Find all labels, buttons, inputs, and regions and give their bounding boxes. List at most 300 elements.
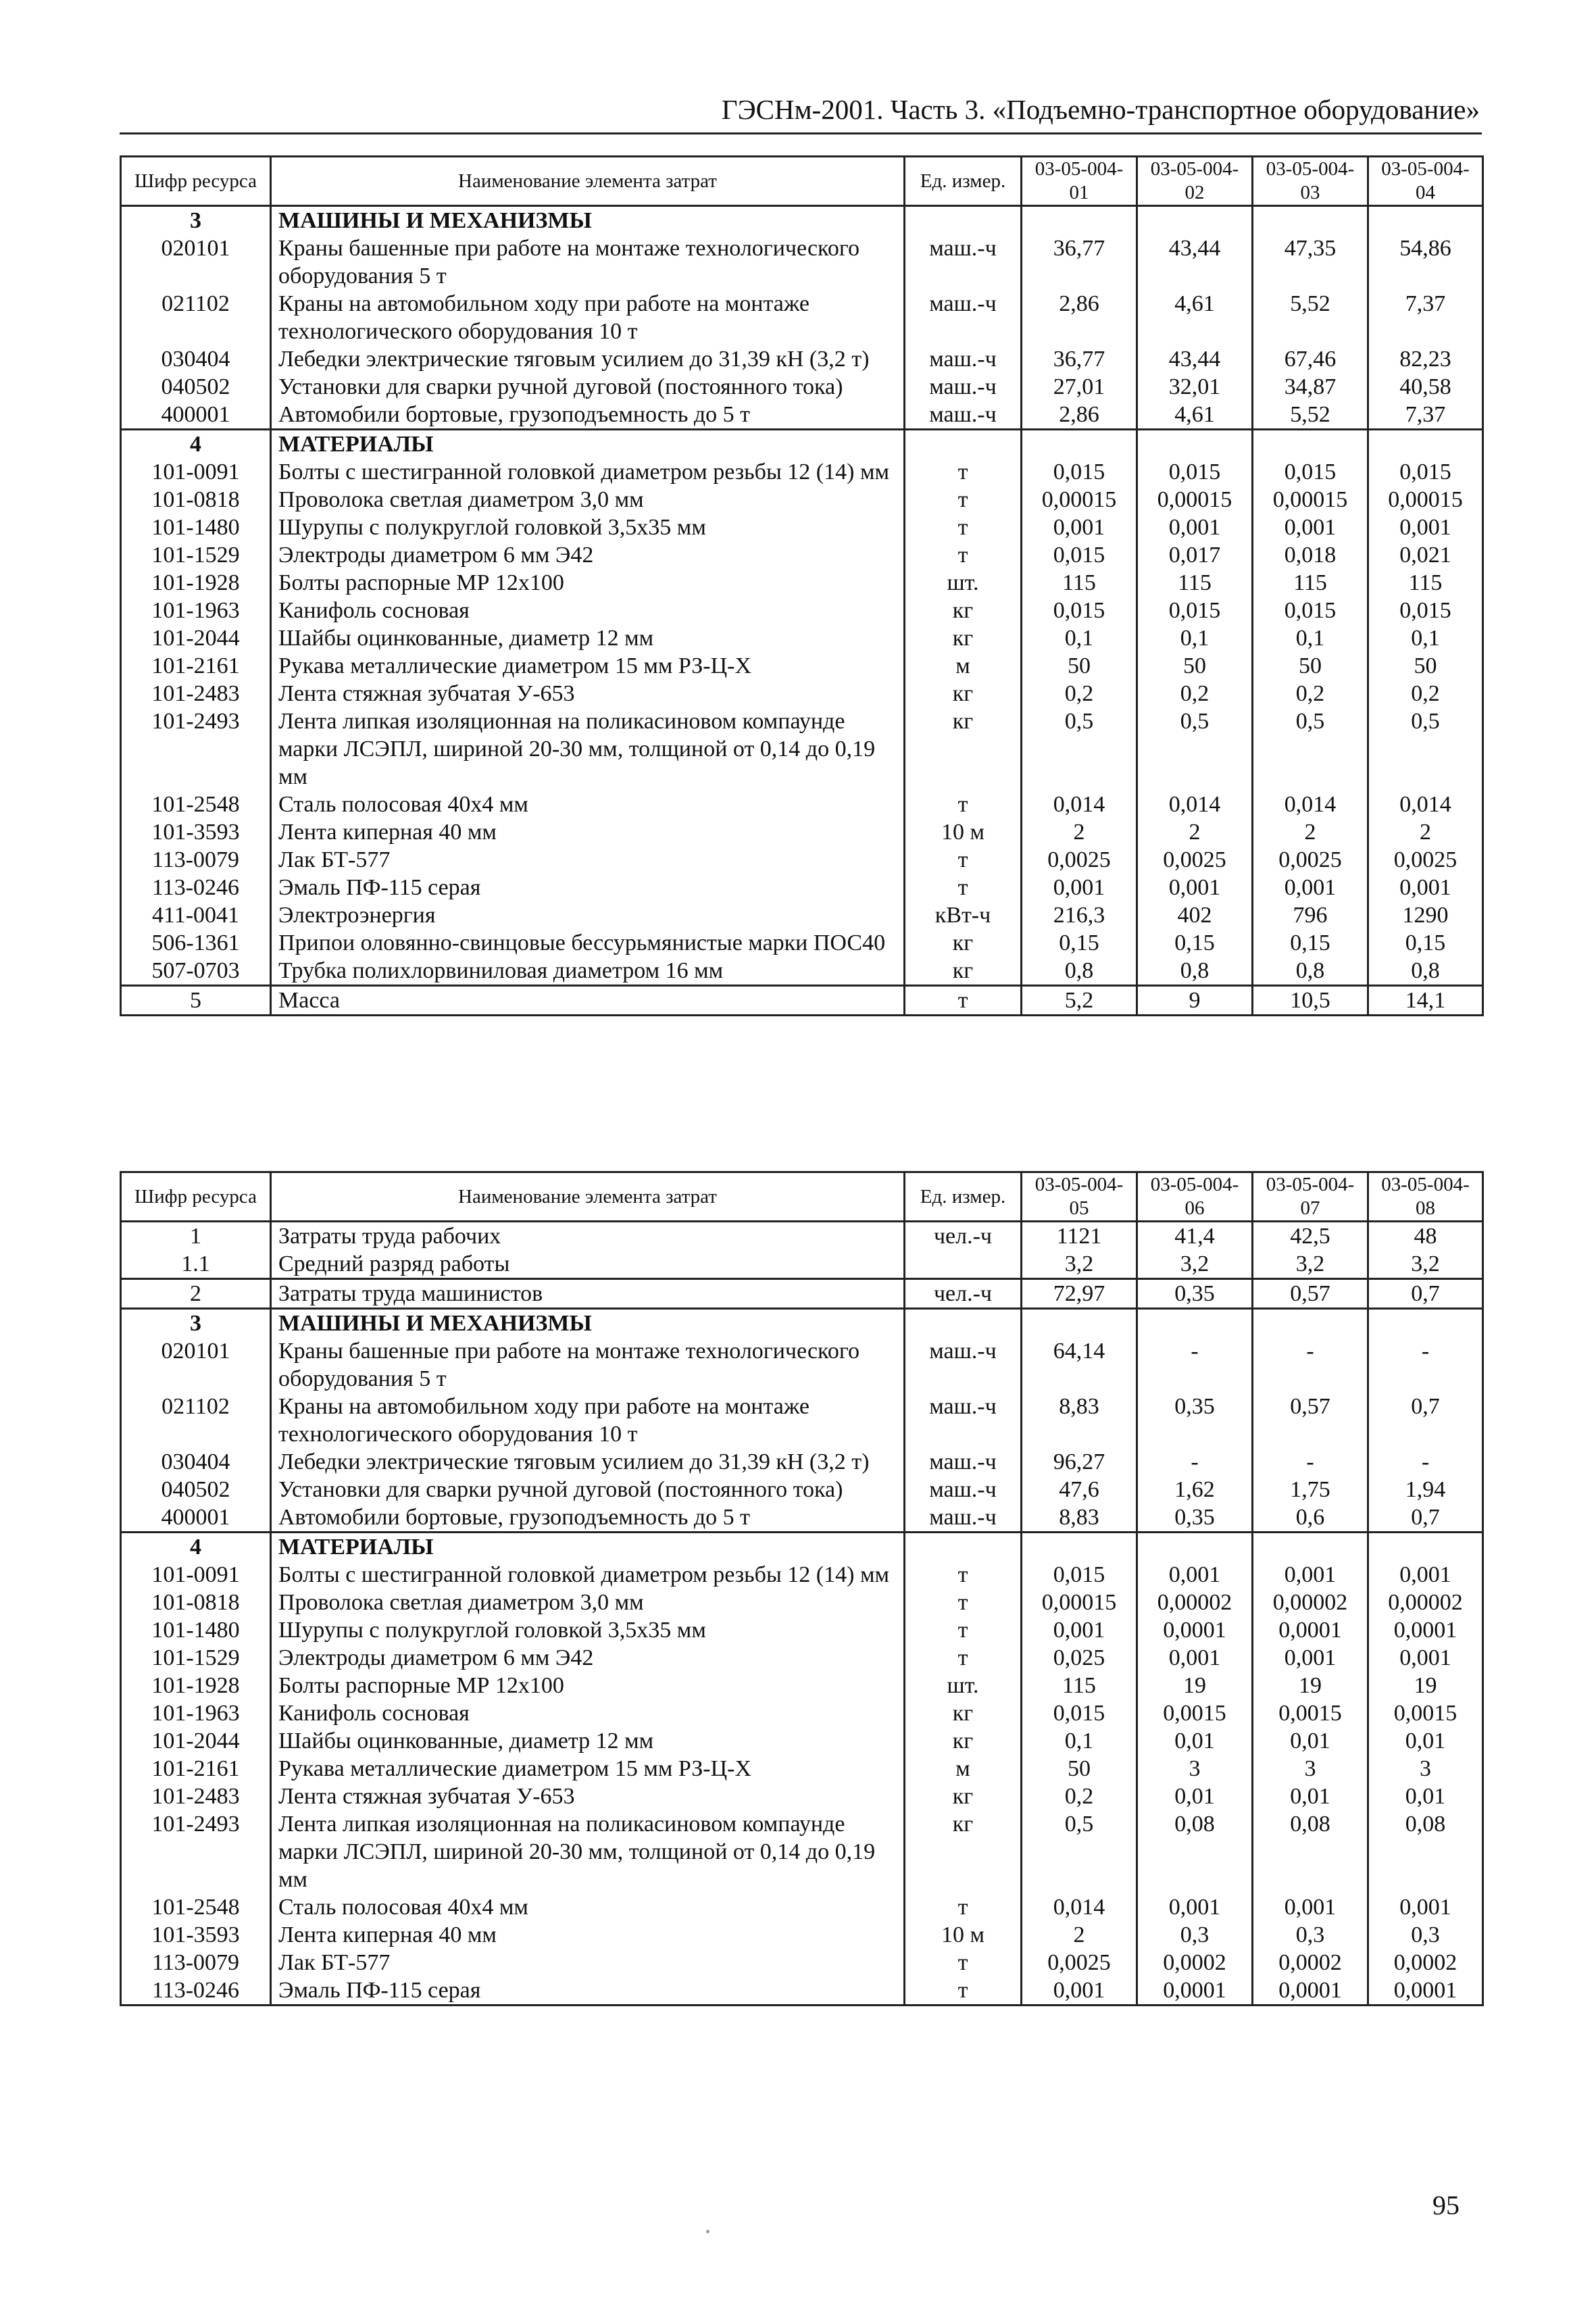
cost-element-name-cell: Лента киперная 40 мм	[271, 818, 905, 846]
value-cell-col-4: 2	[1368, 818, 1483, 846]
unit-cell: кг	[905, 957, 1022, 986]
value-cell-col-1: 115	[1022, 1672, 1137, 1699]
resource-code-cell: 101-2483	[121, 1783, 271, 1810]
cost-element-name-cell: Лента стяжная зубчатая У-653	[271, 680, 905, 707]
value-cell-col-4: 82,23	[1368, 345, 1483, 373]
resource-code-cell: 4	[121, 1533, 271, 1562]
value-cell-col-2: 0,15	[1137, 929, 1253, 957]
value-cell-col-3: 34,87	[1253, 373, 1368, 401]
value-cell-col-3: 0,0025	[1253, 846, 1368, 874]
cost-element-name-cell: Краны на автомобильном ходу при работе на монтаже технологического оборудования 10 т	[271, 1393, 905, 1448]
value-cell-col-2: 0,35	[1137, 1393, 1253, 1448]
value-cell-col-4: 0,01	[1368, 1727, 1483, 1755]
table-row	[121, 1250, 1483, 1279]
table-row	[121, 458, 1483, 486]
header-col-2: 03-05-004-02	[1137, 157, 1253, 206]
table-row	[121, 1949, 1483, 1976]
value-cell-col-4: 3,2	[1368, 1250, 1483, 1279]
cost-element-name-cell: Электроды диаметром 6 мм Э42	[271, 541, 905, 569]
unit-cell	[905, 1309, 1022, 1338]
value-cell-col-4: 0,001	[1368, 514, 1483, 541]
value-cell-col-4: 0,0001	[1368, 1976, 1483, 2006]
table-row	[121, 486, 1483, 514]
resource-code-cell: 101-0818	[121, 486, 271, 514]
value-cell-col-4	[1368, 1309, 1483, 1338]
resource-code-cell: 113-0246	[121, 1976, 271, 2006]
unit-cell: т	[905, 1949, 1022, 1976]
norms-table-1	[120, 155, 1484, 1016]
value-cell-col-1: 0,001	[1022, 1616, 1137, 1644]
value-cell-col-4: 0,5	[1368, 707, 1483, 791]
value-cell-col-3: 5,52	[1253, 401, 1368, 430]
value-cell-col-2: 0,0001	[1137, 1976, 1253, 2006]
value-cell-col-1: 0,025	[1022, 1644, 1137, 1672]
cost-element-name-cell: Электроэнергия	[271, 901, 905, 929]
value-cell-col-1: 0,014	[1022, 1893, 1137, 1921]
value-cell-col-3: 0,15	[1253, 929, 1368, 957]
value-cell-col-3: 0,001	[1253, 1893, 1368, 1921]
value-cell-col-4	[1368, 1533, 1483, 1562]
value-cell-col-1: 0,015	[1022, 458, 1137, 486]
value-cell-col-1: 0,001	[1022, 874, 1137, 901]
table-row	[121, 290, 1483, 345]
cost-element-name-cell: Шайбы оцинкованные, диаметр 12 мм	[271, 624, 905, 652]
cost-element-name-cell: МАТЕРИАЛЫ	[271, 430, 905, 459]
unit-cell	[905, 1533, 1022, 1562]
value-cell-col-2: 9	[1137, 986, 1253, 1016]
value-cell-col-1: 0,5	[1022, 707, 1137, 791]
table-body	[121, 206, 1483, 1016]
value-cell-col-1: 2,86	[1022, 290, 1137, 345]
unit-cell: шт.	[905, 569, 1022, 597]
value-cell-col-3: 42,5	[1253, 1222, 1368, 1251]
cost-element-name-cell: Эмаль ПФ-115 серая	[271, 1976, 905, 2006]
unit-cell	[905, 206, 1022, 235]
unit-cell: маш.-ч	[905, 1393, 1022, 1448]
value-cell-col-3: 0,8	[1253, 957, 1368, 986]
value-cell-col-3: 0,001	[1253, 1561, 1368, 1589]
value-cell-col-2: 4,61	[1137, 401, 1253, 430]
unit-cell: маш.-ч	[905, 1503, 1022, 1533]
table-row	[121, 929, 1483, 957]
cost-element-name-cell: Установки для сварки ручной дуговой (постоянного тока)	[271, 373, 905, 401]
value-cell-col-1: 0,5	[1022, 1810, 1137, 1893]
unit-cell: кг	[905, 929, 1022, 957]
unit-cell: т	[905, 514, 1022, 541]
table-row	[121, 1337, 1483, 1393]
value-cell-col-2: 0,017	[1137, 541, 1253, 569]
cost-element-name-cell: Канифоль сосновая	[271, 597, 905, 624]
value-cell-col-3: 0,57	[1253, 1279, 1368, 1309]
resource-code-cell: 101-2161	[121, 652, 271, 680]
value-cell-col-3: 796	[1253, 901, 1368, 929]
unit-cell: маш.-ч	[905, 1476, 1022, 1503]
header-col-1: 03-05-004-05	[1022, 1172, 1137, 1222]
cost-element-name-cell: Автомобили бортовые, грузоподъемность до 5 т	[271, 1503, 905, 1533]
value-cell-col-1: 1121	[1022, 1222, 1137, 1251]
value-cell-col-1: 47,6	[1022, 1476, 1137, 1503]
resource-code-cell: 021102	[121, 1393, 271, 1448]
value-cell-col-1: 64,14	[1022, 1337, 1137, 1393]
table-row	[121, 1476, 1483, 1503]
value-cell-col-3: 47,35	[1253, 234, 1368, 290]
cost-element-name-cell: Болты распорные МР 12x100	[271, 1672, 905, 1699]
value-cell-col-1: 2	[1022, 1921, 1137, 1949]
resource-code-cell: 101-2044	[121, 624, 271, 652]
header-name: Наименование элемента затрат	[271, 157, 905, 206]
section-row	[121, 1533, 1483, 1562]
value-cell-col-4: 0,001	[1368, 1644, 1483, 1672]
resource-code-cell: 040502	[121, 1476, 271, 1503]
unit-cell: м	[905, 652, 1022, 680]
value-cell-col-4: 0,01	[1368, 1783, 1483, 1810]
cost-element-name-cell: Краны на автомобильном ходу при работе на монтаже технологического оборудования 10 т	[271, 290, 905, 345]
resource-code-cell: 101-1480	[121, 514, 271, 541]
header-col-4: 03-05-004-08	[1368, 1172, 1483, 1222]
value-cell-col-4: 0,7	[1368, 1503, 1483, 1533]
unit-cell	[905, 1250, 1022, 1279]
unit-cell: маш.-ч	[905, 1448, 1022, 1476]
unit-cell: маш.-ч	[905, 234, 1022, 290]
unit-cell: т	[905, 1644, 1022, 1672]
running-header: ГЭСНм-2001. Часть 3. «Подъемно-транспортное оборудование»	[721, 94, 1480, 125]
cost-element-name-cell: Рукава металлические диаметром 15 мм РЗ-Ц-Х	[271, 652, 905, 680]
value-cell-col-4: 0,7	[1368, 1279, 1483, 1309]
value-cell-col-1: 0,015	[1022, 1699, 1137, 1727]
value-cell-col-3: 2	[1253, 818, 1368, 846]
value-cell-col-2: 0,0002	[1137, 1949, 1253, 1976]
table-row	[121, 1783, 1483, 1810]
unit-cell: кг	[905, 1810, 1022, 1893]
value-cell-col-3: 1,75	[1253, 1476, 1368, 1503]
norms-table-2	[120, 1171, 1484, 2006]
resource-code-cell: 400001	[121, 401, 271, 430]
value-cell-col-2: 2	[1137, 818, 1253, 846]
cost-element-name-cell: Затраты труда машинистов	[271, 1279, 905, 1309]
value-cell-col-2: 3,2	[1137, 1250, 1253, 1279]
value-cell-col-2: 0,01	[1137, 1783, 1253, 1810]
resource-code-cell: 3	[121, 206, 271, 235]
resource-code-cell: 101-1928	[121, 569, 271, 597]
table-row	[121, 1448, 1483, 1476]
value-cell-col-1: 36,77	[1022, 345, 1137, 373]
value-cell-col-4: 0,00002	[1368, 1589, 1483, 1616]
table-header-row	[121, 157, 1483, 206]
resource-code-cell: 020101	[121, 234, 271, 290]
resource-code-cell: 113-0079	[121, 846, 271, 874]
table-row	[121, 514, 1483, 541]
cost-element-name-cell: Лак БТ-577	[271, 1949, 905, 1976]
value-cell-col-3: 10,5	[1253, 986, 1368, 1016]
table-row	[121, 986, 1483, 1016]
value-cell-col-1: 8,83	[1022, 1503, 1137, 1533]
header-col-2: 03-05-004-06	[1137, 1172, 1253, 1222]
cost-element-name-cell: Лебедки электрические тяговым усилием до 31,39 кН (3,2 т)	[271, 1448, 905, 1476]
table-row	[121, 1393, 1483, 1448]
value-cell-col-3: 0,0001	[1253, 1616, 1368, 1644]
value-cell-col-2: 0,1	[1137, 624, 1253, 652]
unit-cell: маш.-ч	[905, 290, 1022, 345]
value-cell-col-1: 0,00015	[1022, 1589, 1137, 1616]
cost-element-name-cell: Лента киперная 40 мм	[271, 1921, 905, 1949]
unit-cell: маш.-ч	[905, 373, 1022, 401]
value-cell-col-4: 0,0002	[1368, 1949, 1483, 1976]
unit-cell: т	[905, 1893, 1022, 1921]
unit-cell: т	[905, 1616, 1022, 1644]
value-cell-col-2: 0,00015	[1137, 486, 1253, 514]
value-cell-col-2: 0,001	[1137, 1561, 1253, 1589]
resource-code-cell: 101-2493	[121, 1810, 271, 1893]
value-cell-col-1: 0,1	[1022, 624, 1137, 652]
table-row	[121, 1893, 1483, 1921]
value-cell-col-4: 14,1	[1368, 986, 1483, 1016]
value-cell-col-1: 0,1	[1022, 1727, 1137, 1755]
value-cell-col-2: 0,001	[1137, 514, 1253, 541]
table-header-row	[121, 1172, 1483, 1222]
value-cell-col-3: 0,2	[1253, 680, 1368, 707]
table-row	[121, 345, 1483, 373]
value-cell-col-4: 0,3	[1368, 1921, 1483, 1949]
value-cell-col-1: 5,2	[1022, 986, 1137, 1016]
unit-cell: чел.-ч	[905, 1222, 1022, 1251]
table-row	[121, 234, 1483, 290]
page-number: 95	[1432, 2190, 1460, 2220]
resource-code-cell: 1.1	[121, 1250, 271, 1279]
table-row	[121, 1810, 1483, 1893]
scan-speck	[706, 2230, 709, 2233]
value-cell-col-4: 0,001	[1368, 1561, 1483, 1589]
table-row	[121, 791, 1483, 818]
value-cell-col-2: 43,44	[1137, 234, 1253, 290]
value-cell-col-2: 0,015	[1137, 458, 1253, 486]
value-cell-col-1: 0,014	[1022, 791, 1137, 818]
cost-element-name-cell: Электроды диаметром 6 мм Э42	[271, 1644, 905, 1672]
resource-code-cell: 101-1963	[121, 1699, 271, 1727]
cost-element-name-cell: Сталь полосовая 40x4 мм	[271, 1893, 905, 1921]
value-cell-col-3: 0,015	[1253, 597, 1368, 624]
resource-code-cell: 101-2161	[121, 1755, 271, 1783]
value-cell-col-3: 0,57	[1253, 1393, 1368, 1448]
value-cell-col-4: 0,0025	[1368, 846, 1483, 874]
value-cell-col-3: -	[1253, 1448, 1368, 1476]
value-cell-col-1: 36,77	[1022, 234, 1137, 290]
value-cell-col-4: 0,08	[1368, 1810, 1483, 1893]
value-cell-col-4: 19	[1368, 1672, 1483, 1699]
table-row	[121, 1503, 1483, 1533]
value-cell-col-1: 0,001	[1022, 514, 1137, 541]
value-cell-col-3: 19	[1253, 1672, 1368, 1699]
resource-code-cell: 1	[121, 1222, 271, 1251]
cost-element-name-cell: Проволока светлая диаметром 3,0 мм	[271, 486, 905, 514]
value-cell-col-4: 0,015	[1368, 597, 1483, 624]
cost-element-name-cell: Канифоль сосновая	[271, 1699, 905, 1727]
unit-cell: маш.-ч	[905, 345, 1022, 373]
cost-element-name-cell: Краны башенные при работе на монтаже технологического оборудования 5 т	[271, 1337, 905, 1393]
value-cell-col-1: 50	[1022, 652, 1137, 680]
value-cell-col-2: -	[1137, 1448, 1253, 1476]
value-cell-col-3: 0,5	[1253, 707, 1368, 791]
cost-element-name-cell: Шурупы с полукруглой головкой 3,5x35 мм	[271, 1616, 905, 1644]
cost-element-name-cell: Сталь полосовая 40x4 мм	[271, 791, 905, 818]
value-cell-col-2: 115	[1137, 569, 1253, 597]
value-cell-col-1: 0,00015	[1022, 486, 1137, 514]
value-cell-col-2	[1137, 430, 1253, 459]
value-cell-col-3: 0,00002	[1253, 1589, 1368, 1616]
cost-element-name-cell: Шайбы оцинкованные, диаметр 12 мм	[271, 1727, 905, 1755]
resource-code-cell: 506-1361	[121, 929, 271, 957]
section-row	[121, 430, 1483, 459]
value-cell-col-4: 1290	[1368, 901, 1483, 929]
value-cell-col-4: 0,00015	[1368, 486, 1483, 514]
value-cell-col-2: 0,001	[1137, 874, 1253, 901]
cost-element-name-cell: МАШИНЫ И МЕХАНИЗМЫ	[271, 1309, 905, 1338]
value-cell-col-4: 0,015	[1368, 458, 1483, 486]
value-cell-col-1	[1022, 206, 1137, 235]
table-body	[121, 1222, 1483, 2006]
value-cell-col-4: 115	[1368, 569, 1483, 597]
value-cell-col-1	[1022, 1533, 1137, 1562]
resource-code-cell: 3	[121, 1309, 271, 1338]
value-cell-col-2: 4,61	[1137, 290, 1253, 345]
resource-code-cell: 021102	[121, 290, 271, 345]
cost-element-name-cell: Лебедки электрические тяговым усилием до 31,39 кН (3,2 т)	[271, 345, 905, 373]
table-row	[121, 957, 1483, 986]
value-cell-col-1: 2,86	[1022, 401, 1137, 430]
resource-code-cell: 101-1480	[121, 1616, 271, 1644]
resource-code-cell: 101-2044	[121, 1727, 271, 1755]
cost-element-name-cell: Лента стяжная зубчатая У-653	[271, 1783, 905, 1810]
value-cell-col-3: 0,014	[1253, 791, 1368, 818]
table-row	[121, 1644, 1483, 1672]
resource-code-cell: 4	[121, 430, 271, 459]
value-cell-col-2: 0,01	[1137, 1727, 1253, 1755]
value-cell-col-1: 0,015	[1022, 541, 1137, 569]
value-cell-col-1: 3,2	[1022, 1250, 1137, 1279]
cost-element-name-cell: Эмаль ПФ-115 серая	[271, 874, 905, 901]
resource-code-cell: 101-2483	[121, 680, 271, 707]
resource-code-cell: 101-2493	[121, 707, 271, 791]
value-cell-col-4: 40,58	[1368, 373, 1483, 401]
resource-code-cell: 101-0818	[121, 1589, 271, 1616]
value-cell-col-4: 48	[1368, 1222, 1483, 1251]
value-cell-col-1: 0,2	[1022, 680, 1137, 707]
cost-element-name-cell: Лак БТ-577	[271, 846, 905, 874]
value-cell-col-1: 0,0025	[1022, 846, 1137, 874]
unit-cell: т	[905, 458, 1022, 486]
unit-cell: маш.-ч	[905, 401, 1022, 430]
resource-code-cell: 101-0091	[121, 458, 271, 486]
value-cell-col-2: 0,0001	[1137, 1616, 1253, 1644]
unit-cell: т	[905, 486, 1022, 514]
value-cell-col-2	[1137, 206, 1253, 235]
value-cell-col-2: -	[1137, 1337, 1253, 1393]
resource-code-cell: 020101	[121, 1337, 271, 1393]
cost-element-name-cell: Масса	[271, 986, 905, 1016]
resource-code-cell: 101-1529	[121, 1644, 271, 1672]
table-row	[121, 818, 1483, 846]
value-cell-col-3	[1253, 206, 1368, 235]
unit-cell: т	[905, 791, 1022, 818]
unit-cell: кг	[905, 1699, 1022, 1727]
resource-code-cell: 5	[121, 986, 271, 1016]
resource-code-cell: 411-0041	[121, 901, 271, 929]
table-row	[121, 846, 1483, 874]
resource-code-cell: 030404	[121, 1448, 271, 1476]
value-cell-col-4: 50	[1368, 652, 1483, 680]
value-cell-col-3: 50	[1253, 652, 1368, 680]
value-cell-col-4: 3	[1368, 1755, 1483, 1783]
value-cell-col-2: 32,01	[1137, 373, 1253, 401]
cost-element-name-cell: Средний разряд работы	[271, 1250, 905, 1279]
unit-cell: шт.	[905, 1672, 1022, 1699]
value-cell-col-2: 0,014	[1137, 791, 1253, 818]
table-row	[121, 541, 1483, 569]
value-cell-col-4: 0,0001	[1368, 1616, 1483, 1644]
value-cell-col-1: 96,27	[1022, 1448, 1137, 1476]
cost-element-name-cell: Установки для сварки ручной дуговой (постоянного тока)	[271, 1476, 905, 1503]
cost-element-name-cell: Автомобили бортовые, грузоподъемность до 5 т	[271, 401, 905, 430]
value-cell-col-4: 7,37	[1368, 401, 1483, 430]
table-row	[121, 373, 1483, 401]
table-row	[121, 1589, 1483, 1616]
unit-cell: м	[905, 1755, 1022, 1783]
unit-cell: т	[905, 1561, 1022, 1589]
value-cell-col-4: 0,7	[1368, 1393, 1483, 1448]
value-cell-col-1: 72,97	[1022, 1279, 1137, 1309]
unit-cell: т	[905, 541, 1022, 569]
value-cell-col-1	[1022, 1309, 1137, 1338]
unit-cell: кг	[905, 624, 1022, 652]
value-cell-col-3: 0,00015	[1253, 486, 1368, 514]
value-cell-col-4: 0,2	[1368, 680, 1483, 707]
header-code: Шифр ресурса	[121, 1172, 271, 1222]
value-cell-col-2: 0,2	[1137, 680, 1253, 707]
value-cell-col-3: 0,0001	[1253, 1976, 1368, 2006]
table-row	[121, 1976, 1483, 2006]
value-cell-col-4	[1368, 430, 1483, 459]
value-cell-col-4: 7,37	[1368, 290, 1483, 345]
value-cell-col-4: 0,014	[1368, 791, 1483, 818]
value-cell-col-2: 3	[1137, 1755, 1253, 1783]
value-cell-col-1: 0,001	[1022, 1976, 1137, 2006]
table-row	[121, 624, 1483, 652]
unit-cell: кг	[905, 1783, 1022, 1810]
resource-code-cell: 2	[121, 1279, 271, 1309]
value-cell-col-1: 115	[1022, 569, 1137, 597]
value-cell-col-2: 0,015	[1137, 597, 1253, 624]
value-cell-col-1: 2	[1022, 818, 1137, 846]
value-cell-col-4: -	[1368, 1337, 1483, 1393]
value-cell-col-3: 0,3	[1253, 1921, 1368, 1949]
value-cell-col-2: 0,08	[1137, 1810, 1253, 1893]
unit-cell: т	[905, 1976, 1022, 2006]
table-row	[121, 1616, 1483, 1644]
header-name: Наименование элемента затрат	[271, 1172, 905, 1222]
value-cell-col-2: 0,5	[1137, 707, 1253, 791]
value-cell-col-2: 19	[1137, 1672, 1253, 1699]
value-cell-col-3: 0,01	[1253, 1727, 1368, 1755]
value-cell-col-3: 67,46	[1253, 345, 1368, 373]
value-cell-col-2: 0,8	[1137, 957, 1253, 986]
unit-cell: чел.-ч	[905, 1279, 1022, 1309]
value-cell-col-3: 115	[1253, 569, 1368, 597]
value-cell-col-4: 0,001	[1368, 1893, 1483, 1921]
table-row	[121, 569, 1483, 597]
resource-code-cell: 101-2548	[121, 791, 271, 818]
value-cell-col-4: 1,94	[1368, 1476, 1483, 1503]
unit-cell: 10 м	[905, 1921, 1022, 1949]
value-cell-col-3: 3,2	[1253, 1250, 1368, 1279]
